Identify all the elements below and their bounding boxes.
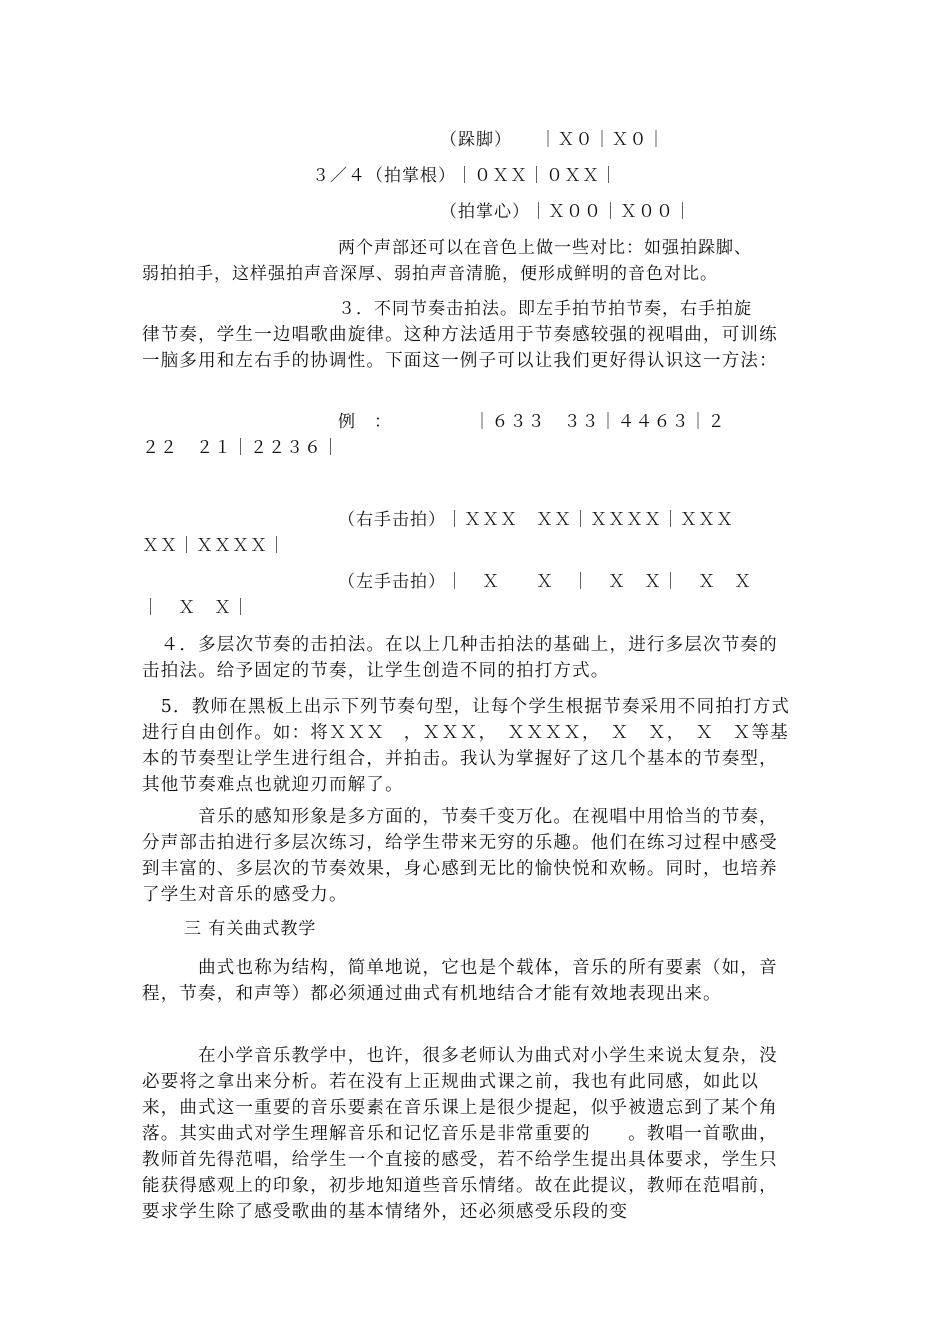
paragraph-timbre-line1: 两个声部还可以在音色上做一些对比：如强拍跺脚、 bbox=[338, 238, 752, 258]
rhythm-line-stomp: （跺脚） ｜Ｘ０｜Ｘ０｜ bbox=[440, 130, 666, 150]
paragraph-form-definition: 曲式也称为结构，简单地说，它也是个载体，音乐的所有要素（如，音程，节奏，和声等）都必须通过曲式有机地结合才能有效地表现出来。 bbox=[142, 958, 778, 1004]
rhythm-line-palm-root: ３／４（拍掌根）｜０ＸＸ｜０ＸＸ｜ bbox=[312, 166, 618, 186]
paragraph-timbre-line2: 弱拍拍手，这样强拍声音深厚、弱拍声音清脆，便形成鲜明的音色对比。 bbox=[142, 264, 718, 284]
example-melody-line2: ２２ ２１｜２２３６｜ bbox=[142, 438, 340, 458]
paragraph-form-teaching: 在小学音乐教学中，也许，很多老师认为曲式对小学生来说太复杂，没必要将之拿出来分析。若在没有上正规曲式课之前，我也有此同感，如此以来，曲式这一重要的音乐要素在音乐课上是很少提起，似乎被遗忘到了某个角落。其实曲式对学生理解音乐和记忆音乐是非常重要的 。教唱一首歌曲，教师首先得范唱，给学生一个直接的感受，若不给学生提出具体要求，学生只能获得感观上的印象，初步地知道些音乐情绪。故在此提议，教师在范唱前，要求学生除了感受歌曲的基本情绪外，还必须感受乐段的变 bbox=[142, 1046, 778, 1222]
paragraph-method5: 5．教师在黑板上出示下列节奏句型，让每个学生根据节奏采用不同拍打方式进行自由创作。如：将ＸＸＸ ，ＸＸＸ， ＸＸＸＸ， Ｘ Ｘ， Ｘ Ｘ等基本的节奏型让学生进行组合，并拍击。我认为掌握好了这几个基本的节奏型，其他节奏难点也就迎刃而解了。 bbox=[142, 697, 791, 795]
paragraph-method3-body: 律节奏，学生一边唱歌曲旋律。这种方法适用于节奏感较强的视唱曲，可训练一脑多用和左右手的协调性。下面这一例子可以让我们更好得认识这一方法： bbox=[142, 325, 778, 371]
left-hand-line2: ｜ Ｘ Ｘ｜ bbox=[142, 598, 250, 618]
paragraph-perception: 音乐的感知形象是多方面的，节奏千变万化。在视唱中用恰当的节奏，分声部击拍进行多层次练习，给学生带来无穷的乐趣。他们在练习过程中感受到丰富的、多层次的节奏效果，身心感到无比的愉快悦和欢畅。同时，也培养了学生对音乐的感受力。 bbox=[142, 807, 778, 905]
example-melody-line1: 例 ： ｜６３３ ３３｜４４６３｜２ bbox=[338, 412, 726, 432]
paragraph-method4: ４．多层次节奏的击拍法。在以上几种击拍法的基础上，进行多层次节奏的击拍法。给予固定的节奏，让学生创造不同的拍打方式。 bbox=[142, 635, 778, 681]
section-heading: 三 有关曲式教学 bbox=[184, 919, 317, 939]
rhythm-line-palm-center: （拍掌心）｜Ｘ００｜Ｘ００｜ bbox=[440, 202, 692, 222]
right-hand-line2: ＸＸ｜ＸＸＸＸ｜ bbox=[142, 536, 286, 556]
right-hand-line1: （右手击拍）｜ＸＸＸ ＸＸ｜ＸＸＸＸ｜ＸＸＸ bbox=[338, 510, 734, 530]
paragraph-method3-line1: ３．不同节奏击拍法。即左手拍节拍节奏，右手拍旋 bbox=[338, 299, 752, 319]
left-hand-line1: （左手击拍）｜ Ｘ Ｘ ｜ Ｘ Ｘ｜ Ｘ Ｘ bbox=[338, 572, 752, 592]
